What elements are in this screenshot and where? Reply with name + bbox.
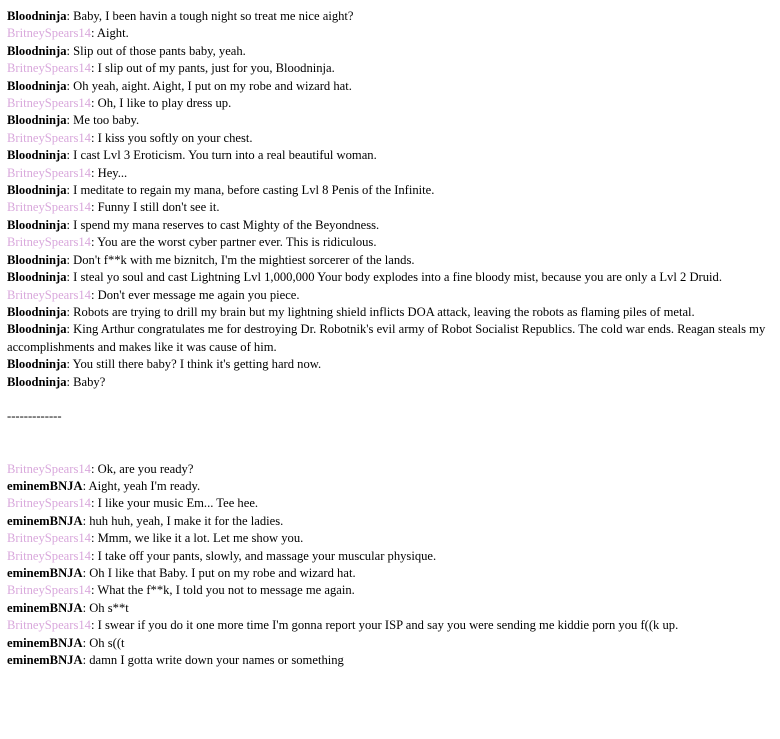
chat-message — [7, 617, 773, 634]
message-text: : Don't f**k with me biznitch, I'm the mightiest sorcerer of the lands. — [66, 252, 415, 267]
spacer — [7, 426, 773, 443]
message-text: : King Arthur congratulates me for destroying Dr. Robotnik's evil army of Robot Socialist Republics. The cold war ends. Reagan steals my accomplishments and makes like it was cause of him. — [7, 322, 766, 354]
message-text: : You still there baby? I think it's getting hard now. — [66, 357, 322, 372]
chat-message — [7, 95, 773, 112]
sender-name: eminemBNJA — [7, 478, 83, 493]
message-text: : Slip out of those pants baby, yeah. — [66, 43, 246, 58]
chat-message — [7, 530, 773, 547]
chat-message — [7, 252, 773, 269]
chat-message — [7, 199, 773, 216]
sender-name: eminemBNJA — [7, 513, 83, 528]
message-text: : I meditate to regain my mana, before casting Lvl 8 Penis of the Infinite. — [66, 183, 435, 198]
sender-name: BritneySpears14 — [7, 496, 91, 511]
chat-message — [7, 287, 773, 304]
sender-name: BritneySpears14 — [7, 130, 91, 145]
chat-message — [7, 43, 773, 60]
chat-message — [7, 635, 773, 652]
sender-name: BritneySpears14 — [7, 235, 91, 250]
sender-name: BritneySpears14 — [7, 531, 91, 546]
sender-name: Bloodninja — [7, 252, 67, 267]
chat-message — [7, 652, 773, 669]
message-text: : Oh s((t — [82, 635, 125, 650]
message-text: : Oh s**t — [82, 600, 129, 615]
message-text: : I kiss you softly on your chest. — [90, 130, 253, 145]
sender-name: Bloodninja — [7, 374, 67, 389]
sender-name: BritneySpears14 — [7, 618, 91, 633]
chat-message — [7, 112, 773, 129]
chat-message — [7, 582, 773, 599]
spacer — [7, 391, 773, 408]
sender-name: Bloodninja — [7, 148, 67, 163]
sender-name: Bloodninja — [7, 304, 67, 319]
message-text: : Oh, I like to play dress up. — [90, 96, 232, 111]
chat-message — [7, 60, 773, 77]
message-text: : Aight. — [90, 26, 129, 41]
sender-name: BritneySpears14 — [7, 96, 91, 111]
chat-message — [7, 478, 773, 495]
message-text: : Hey... — [90, 165, 128, 180]
message-text: : Mmm, we like it a lot. Let me show you. — [90, 531, 304, 546]
chat-message — [7, 321, 773, 356]
sender-name: Bloodninja — [7, 43, 67, 58]
message-text: : Robots are trying to drill my brain but my lightning shield inflicts DOA attack, leaving the robots as flaming piles of metal. — [66, 304, 695, 319]
sender-name: BritneySpears14 — [7, 461, 91, 476]
chat-message — [7, 25, 773, 42]
chat-block-bloodninja — [7, 8, 773, 391]
chat-message — [7, 548, 773, 565]
chat-message — [7, 269, 773, 286]
sender-name: Bloodninja — [7, 183, 67, 198]
spacer — [7, 443, 773, 460]
sender-name: BritneySpears14 — [7, 200, 91, 215]
message-text: : I slip out of my pants, just for you, Bloodninja. — [90, 61, 335, 76]
chat-message — [7, 217, 773, 234]
message-text: : I steal yo soul and cast Lightning Lvl 1,000,000 Your body explodes into a fine bloody mist, because you are only a Lvl 2 Druid. — [66, 270, 722, 285]
chat-message — [7, 78, 773, 95]
sender-name: eminemBNJA — [7, 635, 83, 650]
message-text: : Don't ever message me again you piece. — [90, 287, 300, 302]
chat-message — [7, 182, 773, 199]
chat-message — [7, 495, 773, 512]
message-text: : Ok, are you ready? — [90, 461, 194, 476]
chat-message — [7, 147, 773, 164]
sender-name: eminemBNJA — [7, 565, 83, 580]
separator-line: ------------- — [7, 409, 62, 424]
chat-log — [7, 8, 773, 669]
sender-name: BritneySpears14 — [7, 26, 91, 41]
message-text: : Me too baby. — [66, 113, 140, 128]
chat-message — [7, 374, 773, 391]
sender-name: Bloodninja — [7, 78, 67, 93]
message-text: : huh huh, yeah, I make it for the ladies. — [82, 513, 284, 528]
sender-name: Bloodninja — [7, 9, 67, 23]
sender-name: Bloodninja — [7, 113, 67, 128]
message-text: : Oh I like that Baby. I put on my robe and wizard hat. — [82, 565, 356, 580]
sender-name: Bloodninja — [7, 322, 67, 337]
message-text: : damn I gotta write down your names or something — [82, 652, 344, 667]
message-text: : I like your music Em... Tee hee. — [90, 496, 259, 511]
message-text: : I spend my mana reserves to cast Mighty of the Beyondness. — [66, 217, 380, 232]
chat-message — [7, 165, 773, 182]
message-text: : I swear if you do it one more time I'm gonna report your ISP and say you were sending me kiddie porn you f((k up. — [90, 618, 679, 633]
sender-name: Bloodninja — [7, 270, 67, 285]
sender-name: BritneySpears14 — [7, 165, 91, 180]
message-text: : I cast Lvl 3 Eroticism. You turn into a real beautiful woman. — [66, 148, 377, 163]
chat-message — [7, 356, 773, 373]
chat-message — [7, 304, 773, 321]
message-text: : Aight, yeah I'm ready. — [82, 478, 201, 493]
sender-name: Bloodninja — [7, 357, 67, 372]
sender-name: eminemBNJA — [7, 600, 83, 615]
chat-message — [7, 130, 773, 147]
chat-message — [7, 600, 773, 617]
chat-message — [7, 234, 773, 251]
message-text: : What the f**k, I told you not to message me again. — [90, 583, 355, 598]
message-text: : Baby? — [66, 374, 106, 389]
chat-message — [7, 461, 773, 478]
chat-message — [7, 565, 773, 582]
chat-message — [7, 8, 773, 25]
chat-message — [7, 513, 773, 530]
sender-name: BritneySpears14 — [7, 61, 91, 76]
sender-name: eminemBNJA — [7, 652, 83, 667]
sender-name: BritneySpears14 — [7, 548, 91, 563]
message-text: : Baby, I been havin a tough night so treat me nice aight? — [66, 9, 354, 23]
message-text: : Oh yeah, aight. Aight, I put on my robe and wizard hat. — [66, 78, 352, 93]
message-text: : Funny I still don't see it. — [90, 200, 220, 215]
sender-name: BritneySpears14 — [7, 583, 91, 598]
sender-name: BritneySpears14 — [7, 287, 91, 302]
message-text: : I take off your pants, slowly, and massage your muscular physique. — [90, 548, 437, 563]
sender-name: Bloodninja — [7, 217, 67, 232]
message-text: : You are the worst cyber partner ever. This is ridiculous. — [90, 235, 377, 250]
chat-block-eminem — [7, 461, 773, 670]
